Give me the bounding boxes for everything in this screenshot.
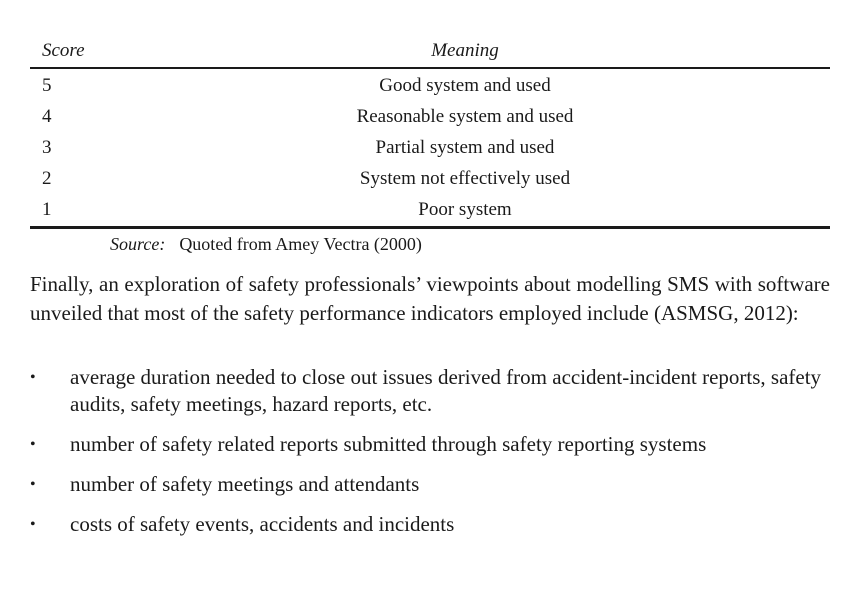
table-source-note bbox=[110, 234, 422, 255]
bullet-icon: • bbox=[30, 369, 36, 386]
source-text: Quoted from Amey Vectra (2000) bbox=[179, 234, 422, 254]
score-column-header: Score bbox=[42, 40, 85, 61]
table-row bbox=[30, 102, 830, 133]
meaning-cell: Poor system bbox=[418, 199, 512, 220]
source-label: Source: bbox=[110, 234, 166, 254]
table-row bbox=[30, 195, 830, 226]
list-item-text: number of safety related reports submitted through safety reporting systems bbox=[70, 432, 707, 456]
table-row bbox=[30, 71, 830, 102]
list-item bbox=[30, 431, 830, 458]
meaning-cell: Reasonable system and used bbox=[356, 106, 574, 127]
table-row bbox=[30, 133, 830, 164]
score-table bbox=[30, 36, 830, 229]
table-body bbox=[30, 69, 830, 229]
table-header-row bbox=[30, 36, 830, 69]
score-cell: 4 bbox=[42, 106, 52, 127]
intro-paragraph: Finally, an exploration of safety professionals’ viewpoints about modelling SMS with software unveiled that most of the safety performance indicators employed include (ASMSG, 2012): bbox=[30, 272, 830, 325]
list-item-text: costs of safety events, accidents and incidents bbox=[70, 512, 455, 536]
indicator-bullet-list bbox=[30, 364, 830, 551]
list-item bbox=[30, 511, 830, 538]
meaning-cell: Good system and used bbox=[379, 75, 551, 96]
score-cell: 1 bbox=[42, 199, 52, 220]
list-item bbox=[30, 471, 830, 498]
bullet-icon: • bbox=[30, 516, 36, 533]
meaning-cell: Partial system and used bbox=[375, 137, 555, 158]
score-cell: 5 bbox=[42, 75, 52, 96]
meaning-column-header: Meaning bbox=[431, 40, 499, 61]
list-item-text: average duration needed to close out issues derived from accident-incident reports, safety audits, safety meetings, hazard reports, etc. bbox=[70, 365, 822, 416]
bullet-icon: • bbox=[30, 476, 36, 493]
list-item-text: number of safety meetings and attendants bbox=[70, 472, 420, 496]
score-cell: 2 bbox=[42, 168, 52, 189]
bullet-icon: • bbox=[30, 436, 36, 453]
list-item bbox=[30, 364, 830, 418]
meaning-cell: System not effectively used bbox=[359, 168, 571, 189]
score-cell: 3 bbox=[42, 137, 52, 158]
table-row bbox=[30, 164, 830, 195]
